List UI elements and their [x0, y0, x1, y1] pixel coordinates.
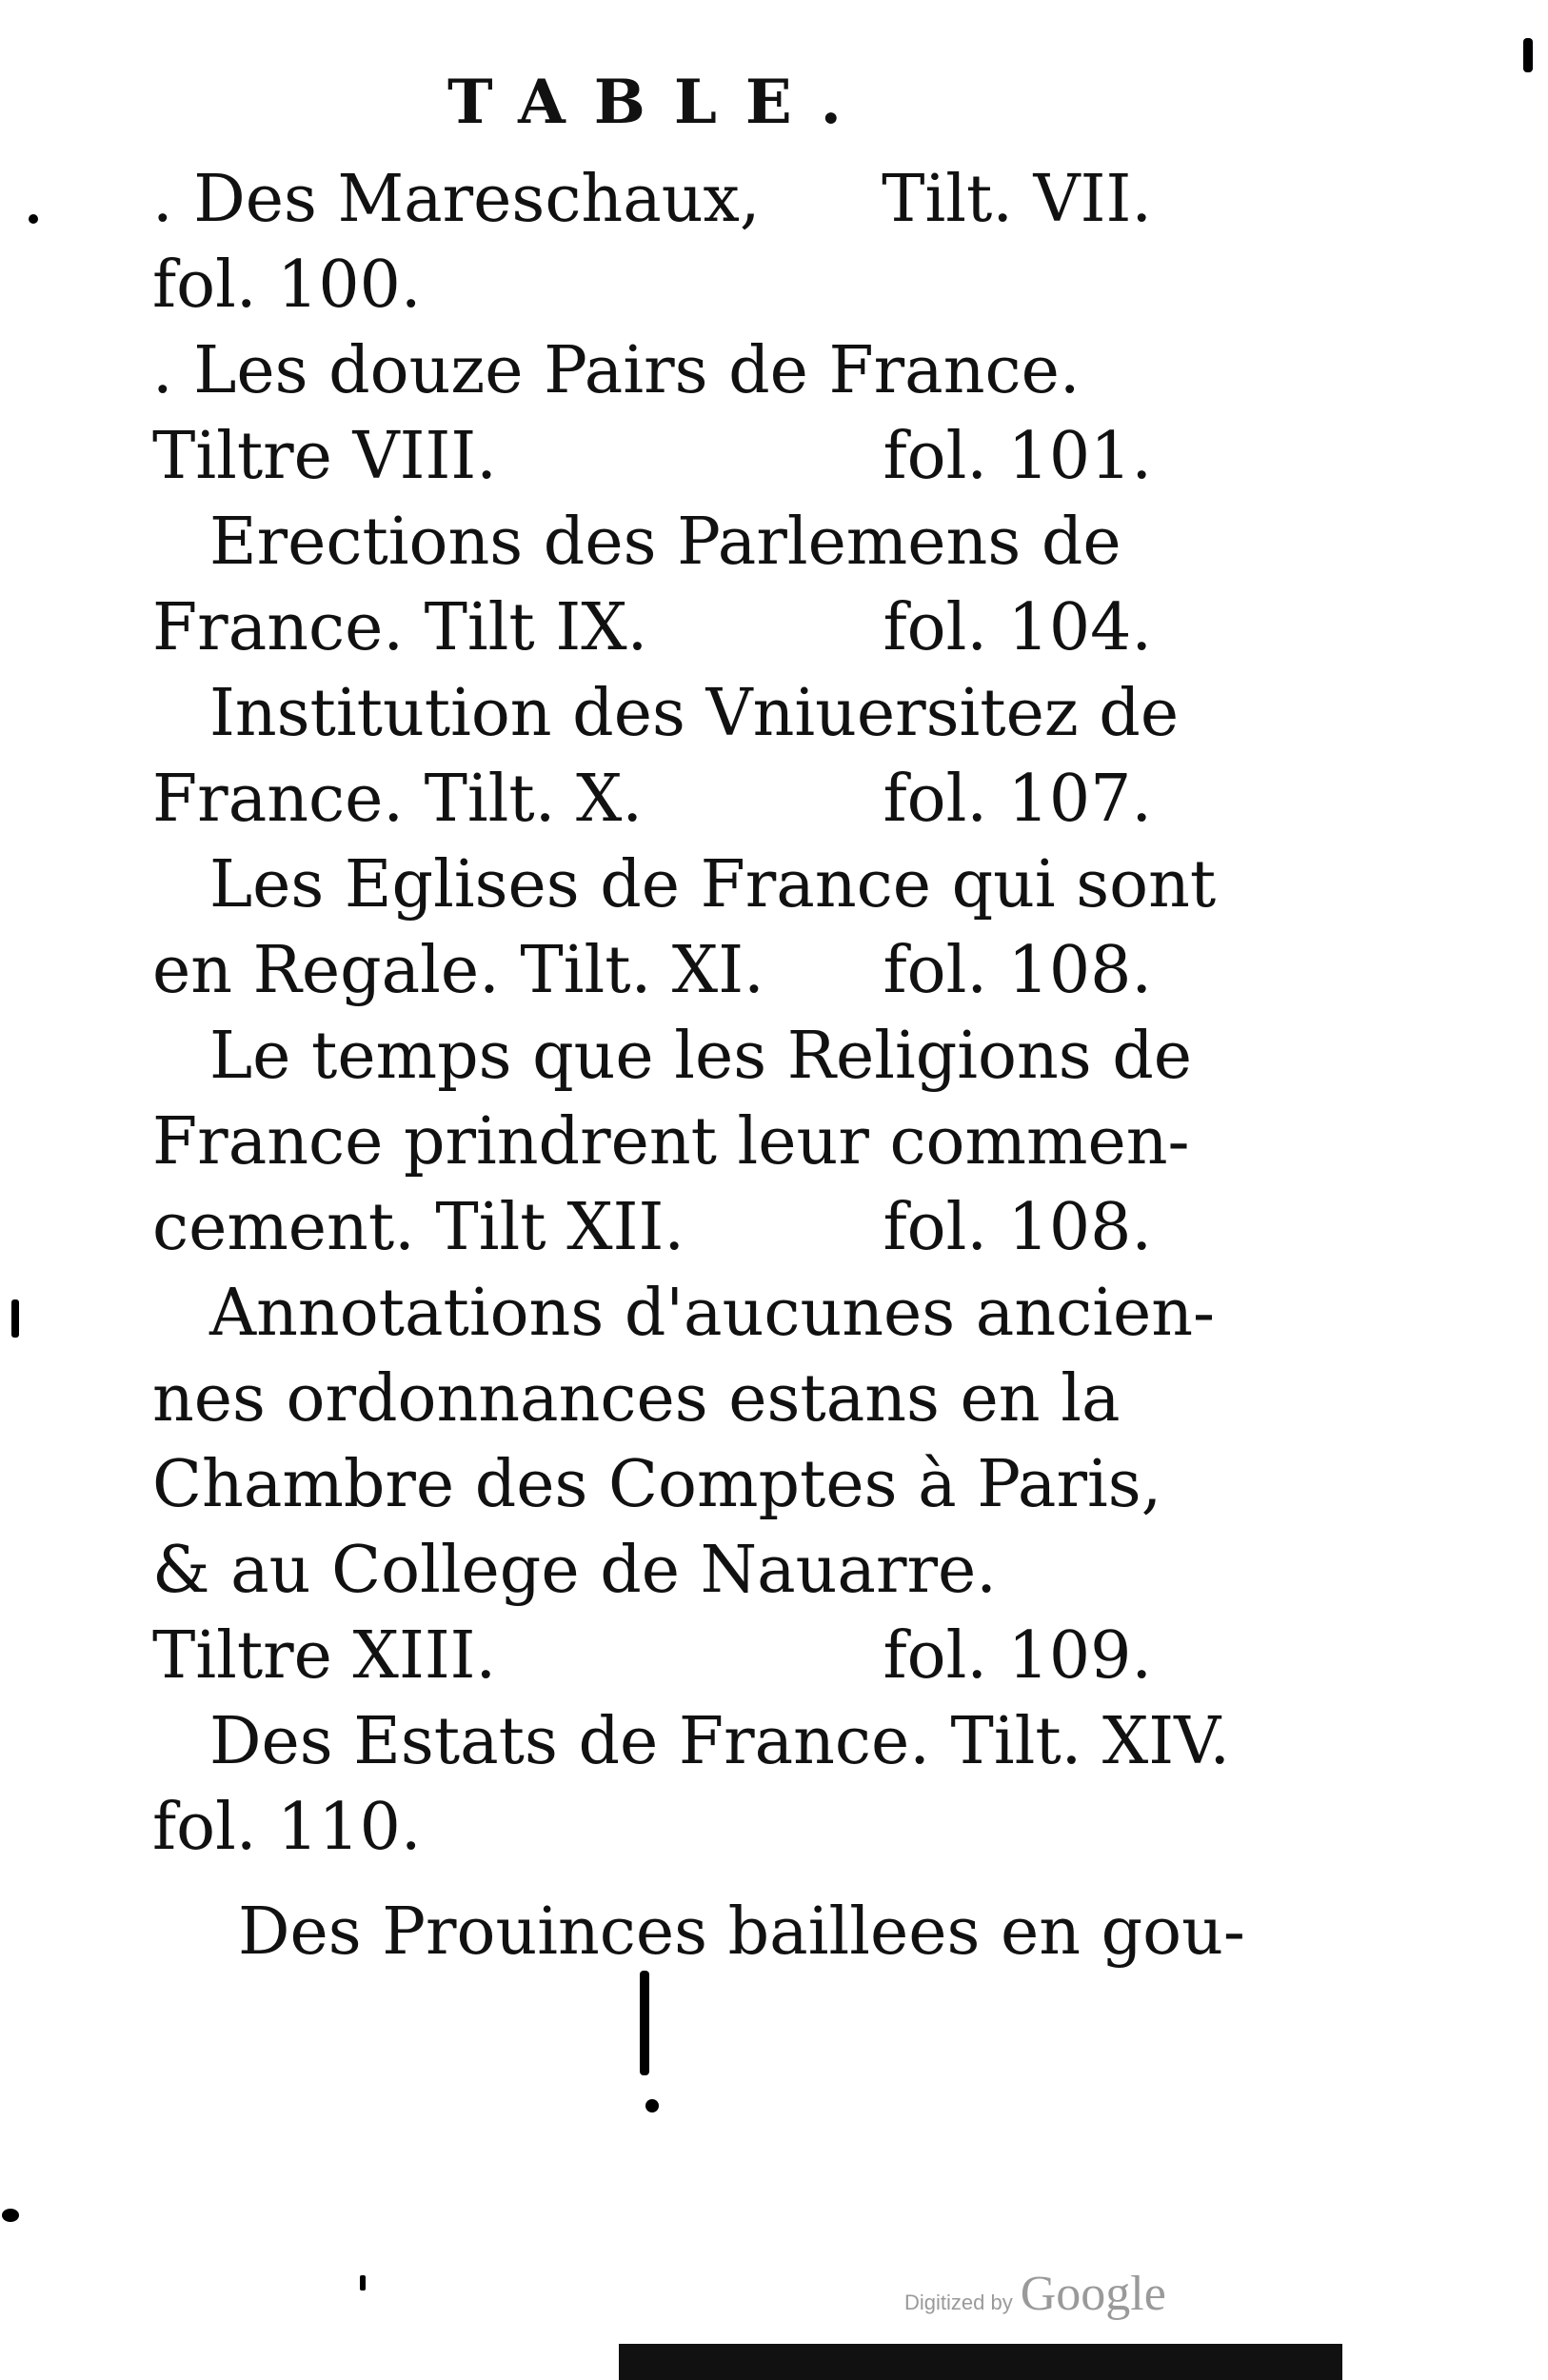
toc-line	[152, 1785, 1152, 1871]
toc-line	[152, 1699, 1230, 1785]
toc-text: France prindrent leur commen-	[152, 1104, 1190, 1180]
toc-text: Des Prouinces baillees en gou-	[238, 1894, 1245, 1970]
ink-speck	[1523, 38, 1533, 72]
ink-speck	[640, 1971, 649, 2075]
ink-speck	[645, 2099, 659, 2112]
toc-text: en Regale. Tilt. XI.	[152, 933, 764, 1008]
toc-text: France. Tilt. X.	[152, 762, 644, 837]
toc-ref: fol. 104.	[883, 590, 1152, 665]
page-header: TABLE.	[447, 67, 870, 138]
digitized-watermark	[904, 2266, 1166, 2322]
toc-line	[152, 1100, 1190, 1185]
google-logo: Google	[1020, 2267, 1166, 2321]
toc-line	[152, 414, 1152, 500]
toc-line	[152, 1528, 1152, 1614]
toc-line	[152, 585, 1152, 671]
toc-text: Tiltre XIII.	[152, 1618, 497, 1694]
toc-text: Tiltre VIII.	[152, 419, 497, 494]
ink-speck	[2, 2209, 19, 2222]
toc-line	[152, 1271, 1215, 1357]
toc-text: France. Tilt IX.	[152, 590, 648, 665]
toc-line	[152, 1890, 1245, 1975]
toc-line	[152, 757, 1152, 843]
toc-text: fol. 100.	[152, 248, 422, 323]
toc-line	[152, 928, 1152, 1014]
toc-line	[152, 157, 1152, 243]
scan-edge-bar	[619, 2344, 1342, 2380]
toc-line	[152, 243, 1152, 328]
toc-text: & au College de Nauarre.	[152, 1533, 997, 1608]
toc-line	[152, 843, 1217, 928]
toc-ref: fol. 101.	[883, 419, 1152, 494]
toc-text: Des Estats de France. Tilt. XIV.	[209, 1704, 1230, 1779]
toc-line	[152, 1442, 1162, 1528]
toc-line	[152, 1357, 1152, 1442]
toc-ref: fol. 107.	[883, 762, 1152, 837]
toc-text: Annotations d'aucunes ancien-	[209, 1276, 1215, 1351]
toc-ref: fol. 108.	[883, 1190, 1152, 1265]
toc-line	[152, 500, 1152, 585]
toc-text: Chambre des Comptes à Paris,	[152, 1447, 1162, 1522]
toc-text: Erections des Parlemens de	[209, 505, 1121, 580]
toc-text: cement. Tilt XII.	[152, 1190, 685, 1265]
toc-text: . Des Mareschaux,	[152, 162, 761, 237]
ink-speck	[360, 2275, 366, 2291]
toc-text: fol. 110.	[152, 1790, 422, 1865]
toc-text: nes ordonnances estans en la	[152, 1361, 1121, 1437]
toc-ref: fol. 109.	[883, 1618, 1152, 1694]
toc-line	[152, 328, 1152, 414]
toc-text: Le temps que les Religions de	[209, 1019, 1193, 1094]
toc-ref: fol. 108.	[883, 933, 1152, 1008]
toc-line	[152, 1014, 1193, 1100]
toc-ref: Tilt. VII.	[882, 162, 1152, 237]
watermark-prefix: Digitized by	[904, 2291, 1013, 2314]
ink-speck	[29, 214, 38, 224]
toc-text: Institution des Vniuersitez de	[209, 676, 1180, 751]
toc-line	[152, 671, 1180, 757]
ink-speck	[11, 1299, 19, 1338]
toc-line	[152, 1614, 1152, 1699]
toc-text: . Les douze Pairs de France.	[152, 333, 1081, 408]
toc-line	[152, 1185, 1152, 1271]
toc-text: Les Eglises de France qui sont	[209, 847, 1217, 922]
